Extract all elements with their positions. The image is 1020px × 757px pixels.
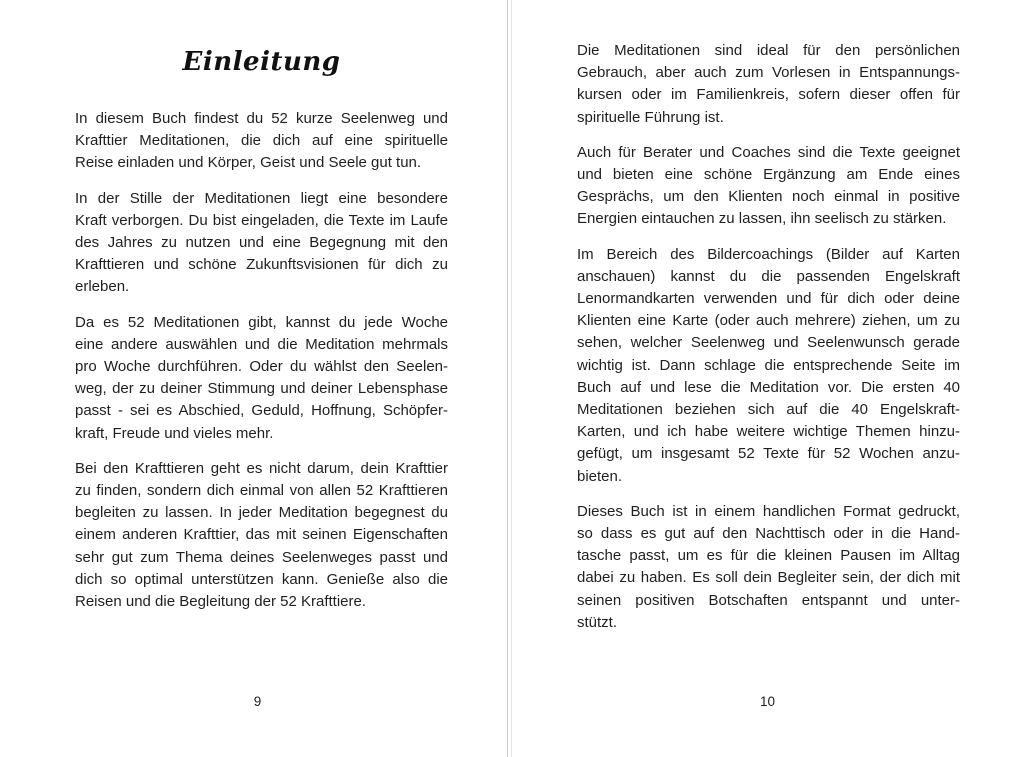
text-line: zu finden, sondern dich einmal von allen 52 Krafttieren xyxy=(75,482,448,500)
text-line: erleben. xyxy=(75,278,130,296)
text-line: Dieses Buch ist in einem handlichen Format gedruckt, xyxy=(577,502,960,520)
text-line: kraft, Freude und vieles mehr. xyxy=(75,424,274,442)
text-line: Meditationen beziehen sich auf die 40 Engelskraft- xyxy=(577,401,960,419)
page-right-body xyxy=(577,40,960,634)
text-line: In der Stille der Meditationen liegt eine besondere xyxy=(75,189,448,207)
text-line: so dass es gut auf den Nachttisch oder in die Hand- xyxy=(577,525,960,543)
chapter-title: Einleitung xyxy=(182,47,341,77)
text-line: spirituelle Führung ist. xyxy=(577,108,724,126)
text-line: gefügt, um insgesamt 52 Texte für 52 Wochen anzu- xyxy=(577,445,960,463)
text-line: wichtig ist. Dann schlage die entsprechende Seite im xyxy=(577,356,960,374)
text-line: Krafttier Meditationen, die dich auf eine spirituelle xyxy=(75,132,448,150)
text-line: Auch für Berater und Coaches sind die Texte geeignet xyxy=(577,143,960,161)
text-line: sehr gut zum Thema deines Seelenweges passt und xyxy=(75,548,448,566)
text-line: tasche passt, um es für die kleinen Pausen im Alltag xyxy=(577,547,960,565)
paragraph xyxy=(577,244,960,488)
page-gutter-divider xyxy=(507,0,512,757)
text-line: des Jahres zu nutzen und eine Begegnung mit den xyxy=(75,234,448,252)
text-line: Buch auf und lese die Meditation vor. Die ersten 40 xyxy=(577,378,960,396)
text-line: bieten. xyxy=(577,467,623,485)
paragraph xyxy=(577,40,960,129)
text-line: In diesem Buch findest du 52 kurze Seelenweg und xyxy=(75,110,448,127)
text-line: Reisen und die Begleitung der 52 Krafttiere. xyxy=(75,593,367,611)
paragraph xyxy=(75,458,448,613)
text-line: kursen oder im Familienkreis, sofern dieser offen für xyxy=(577,86,960,104)
paragraph xyxy=(577,501,960,634)
text-line: pro Woche durchführen. Oder du wählst den Seelen- xyxy=(75,358,448,376)
text-line: eine andere auswählen und die Meditation mehrmals xyxy=(75,335,448,353)
text-line: dich so optimal unterstützen kann. Genieße also die xyxy=(75,570,448,588)
text-line: begleiten zu lassen. In jeder Meditation begegnest du xyxy=(75,504,448,522)
paragraph xyxy=(75,108,448,175)
page-left xyxy=(0,0,507,757)
text-line: seinen positiven Botschaften entspannt und unter- xyxy=(577,591,960,609)
text-line: passt - sei es Abschied, Geduld, Hoffnung, Schöpfer- xyxy=(75,402,448,420)
text-line: Kraft verborgen. Du bist eingeladen, die Texte im Laufe xyxy=(75,211,448,229)
text-line: Da es 52 Meditationen gibt, kannst du jede Woche xyxy=(75,313,448,331)
text-line: Krafttieren und schöne Zukunftsvisionen für dich zu xyxy=(75,256,448,274)
page-number-left: 9 xyxy=(253,694,262,709)
paragraph xyxy=(577,142,960,231)
text-line: stützt. xyxy=(577,613,618,631)
text-line: weg, der zu deiner Stimmung und deiner Lebensphase xyxy=(75,380,448,398)
page-number-right: 10 xyxy=(759,694,776,709)
text-line: Klienten eine Karte (oder auch mehrere) ziehen, um zu xyxy=(577,312,960,330)
text-line: und bieten eine schöne Ergänzung am Ende eines xyxy=(577,166,960,184)
text-line: sehen, welcher Seelenweg und Seelenwunsch gerade xyxy=(577,334,960,352)
text-line: anschauen) kannst du die passenden Engelskraft xyxy=(577,267,960,285)
page-left-body xyxy=(75,108,448,613)
text-line: Energien eintauchen zu lassen, ihn seelisch zu stärken. xyxy=(577,210,947,228)
text-line: dabei zu haben. Es soll dein Begleiter sein, der dich mit xyxy=(577,569,960,587)
text-line: einem anderen Krafttier, das mit seinen Eigenschaften xyxy=(75,526,448,544)
text-line: Im Bereich des Bildercoachings (Bilder auf Karten xyxy=(577,245,960,263)
paragraph xyxy=(75,312,448,445)
text-line: Bei den Krafttieren geht es nicht darum, dein Krafttier xyxy=(75,459,448,477)
text-line: Gesprächs, um den Klienten noch einmal in positive xyxy=(577,188,960,206)
text-line: Reise einladen und Körper, Geist und Seele gut tun. xyxy=(75,154,422,172)
text-line: Gebrauch, aber auch zum Vorlesen in Entspannungs- xyxy=(577,64,960,82)
page-right xyxy=(513,0,1020,757)
text-line: Lenormandkarten verwenden und für dich oder deine xyxy=(577,290,960,308)
text-line: Karten, und ich habe weitere wichtige Themen hinzu- xyxy=(577,423,960,441)
text-line: Die Meditationen sind ideal für den persönlichen xyxy=(577,42,960,59)
paragraph xyxy=(75,188,448,299)
